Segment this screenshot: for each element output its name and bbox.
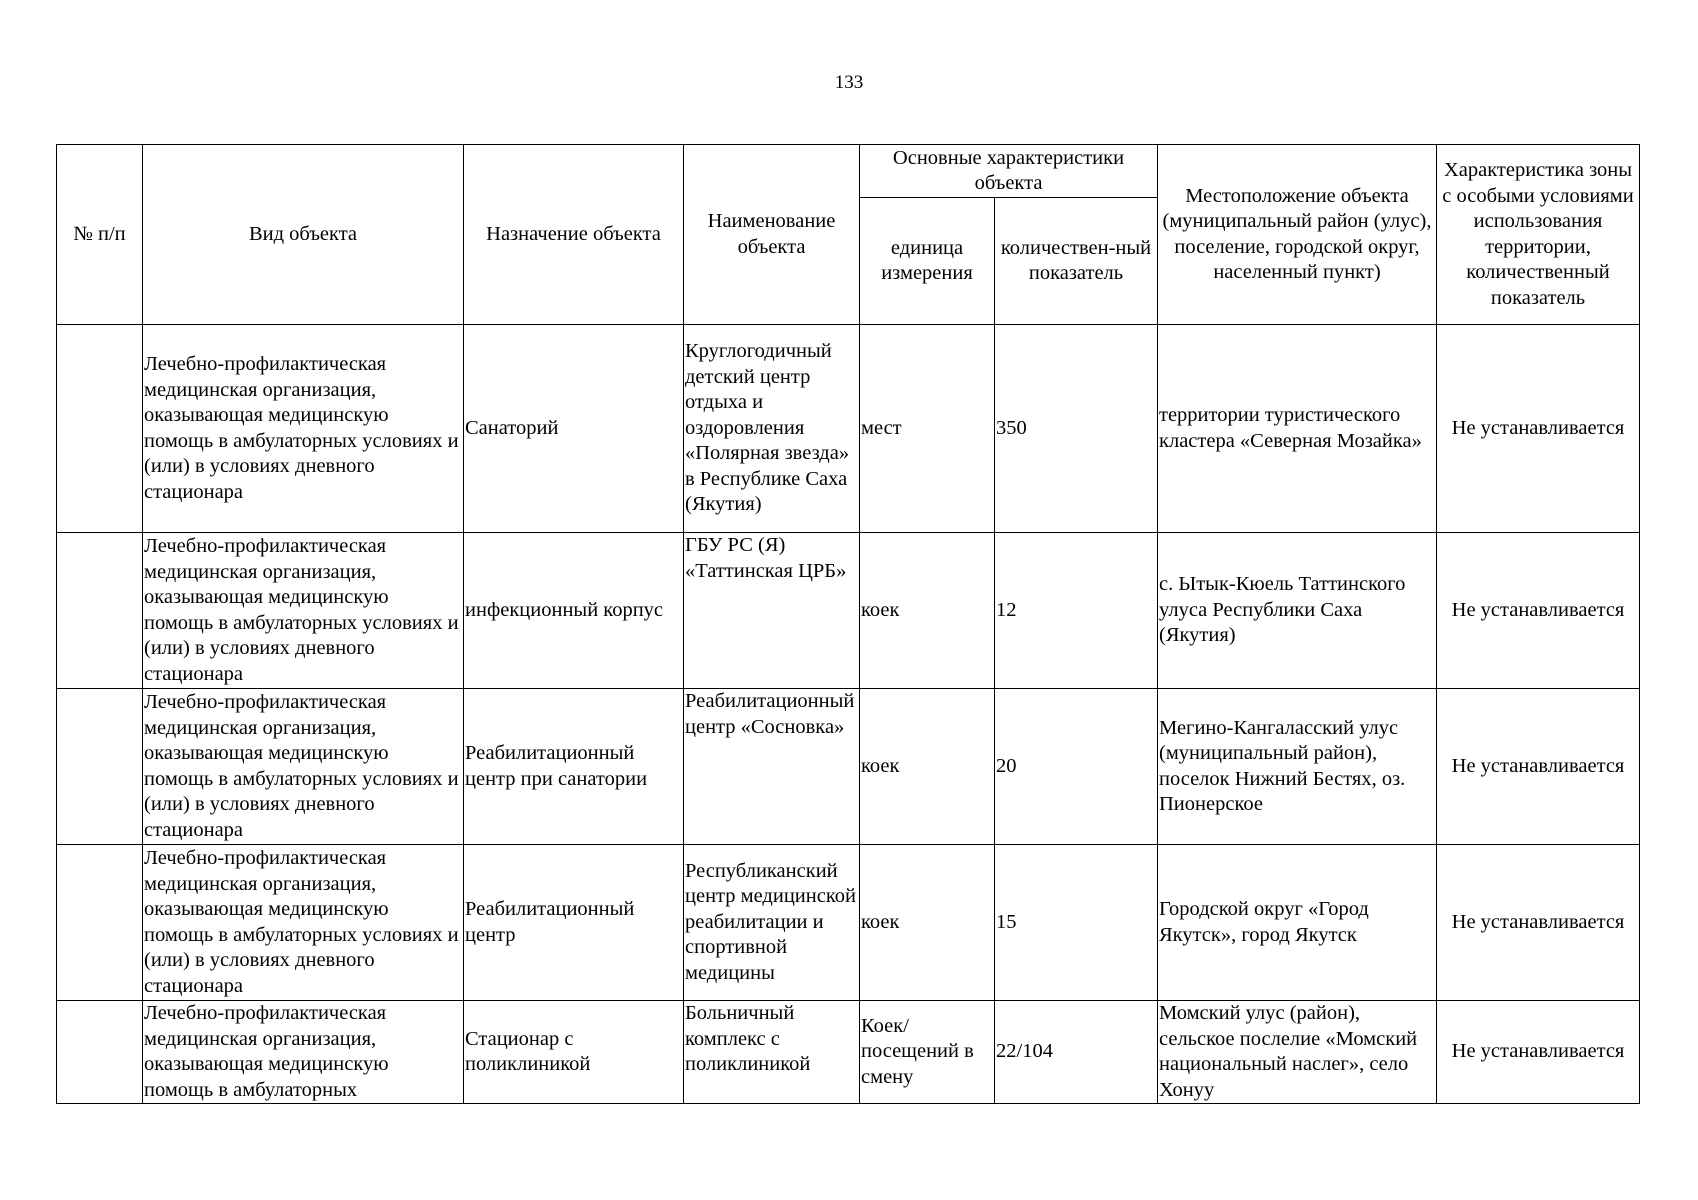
table-header	[57, 145, 1640, 325]
cell-kind: Лечебно-профилактическая медицинская организация, оказывающая медицинскую помощь в амбулаторных условиях и (или) в условиях дневного стационара	[143, 325, 464, 533]
cell-num	[57, 1001, 143, 1104]
cell-purpose: Реабилитационный центр при санатории	[464, 689, 684, 845]
cell-location: Городской округ «Город Якутск», город Якутск	[1158, 845, 1437, 1001]
cell-kind: Лечебно-профилактическая медицинская организация, оказывающая медицинскую помощь в амбулаторных условиях и (или) в условиях дневного стационара	[143, 845, 464, 1001]
cell-num	[57, 689, 143, 845]
cell-purpose: Санаторий	[464, 325, 684, 533]
cell-zone: Не устанавливается	[1437, 325, 1640, 533]
page-number: 133	[834, 72, 864, 93]
cell-name: Больничный комплекс с поликлиникой	[684, 1001, 860, 1104]
cell-location: с. Ытык-Кюель Таттинского улуса Республики Саха (Якутия)	[1158, 533, 1437, 689]
header-location: Местоположение объекта (муниципальный район (улус), поселение, городской округ, населенный пункт)	[1158, 145, 1437, 325]
cell-quantity: 20	[995, 689, 1158, 845]
cell-unit: мест	[860, 325, 995, 533]
cell-num	[57, 533, 143, 689]
header-main-characteristics: Основные характеристики объекта	[860, 145, 1158, 198]
header-quantity: количествен-ный показатель	[995, 198, 1158, 325]
header-name: Наименование объекта	[684, 145, 860, 325]
cell-name: Республиканский центр медицинской реабилитации и спортивной медицины	[684, 845, 860, 1001]
cell-zone: Не устанавливается	[1437, 689, 1640, 845]
cell-num	[57, 845, 143, 1001]
header-zone: Характеристика зоны с особыми условиями использования территории, количественный показатель	[1437, 145, 1640, 325]
cell-zone: Не устанавливается	[1437, 533, 1640, 689]
cell-location: Мегино-Кангаласский улус (муниципальный район), поселок Нижний Бестях, оз. Пионерское	[1158, 689, 1437, 845]
table-row	[57, 845, 1640, 1001]
cell-unit: Коек/посещений в смену	[860, 1001, 995, 1104]
cell-purpose: Стационар с поликлиникой	[464, 1001, 684, 1104]
cell-name: Реабилитационный центр «Сосновка»	[684, 689, 860, 845]
header-purpose: Назначение объекта	[464, 145, 684, 325]
cell-kind: Лечебно-профилактическая медицинская организация, оказывающая медицинскую помощь в амбулаторных	[143, 1001, 464, 1104]
table-row	[57, 325, 1640, 533]
header-kind: Вид объекта	[143, 145, 464, 325]
cell-zone: Не устанавливается	[1437, 1001, 1640, 1104]
table-row	[57, 689, 1640, 845]
cell-quantity: 350	[995, 325, 1158, 533]
cell-quantity: 12	[995, 533, 1158, 689]
table-row	[57, 1001, 1640, 1104]
header-unit: единица измерения	[860, 198, 995, 325]
objects-table	[56, 144, 1640, 1104]
cell-num	[57, 325, 143, 533]
cell-quantity: 15	[995, 845, 1158, 1001]
cell-location: Момский улус (район), сельское послелие «Момский национальный наслег», село Хонуу	[1158, 1001, 1437, 1104]
cell-unit: коек	[860, 689, 995, 845]
table-row	[57, 533, 1640, 689]
cell-quantity: 22/104	[995, 1001, 1158, 1104]
cell-kind: Лечебно-профилактическая медицинская организация, оказывающая медицинскую помощь в амбулаторных условиях и (или) в условиях дневного стационара	[143, 689, 464, 845]
cell-purpose: Реабилитационный центр	[464, 845, 684, 1001]
cell-zone: Не устанавливается	[1437, 845, 1640, 1001]
cell-kind: Лечебно-профилактическая медицинская организация, оказывающая медицинскую помощь в амбулаторных условиях и (или) в условиях дневного стационара	[143, 533, 464, 689]
cell-unit: коек	[860, 533, 995, 689]
cell-name: Круглогодичный детский центр отдыха и оздоровления «Полярная звезда» в Республике Саха (Якутия)	[684, 325, 860, 533]
cell-name: ГБУ РС (Я) «Таттинская ЦРБ»	[684, 533, 860, 689]
cell-purpose: инфекционный корпус	[464, 533, 684, 689]
header-num: № п/п	[57, 145, 143, 325]
cell-location: территории туристического кластера «Северная Мозайка»	[1158, 325, 1437, 533]
cell-unit: коек	[860, 845, 995, 1001]
